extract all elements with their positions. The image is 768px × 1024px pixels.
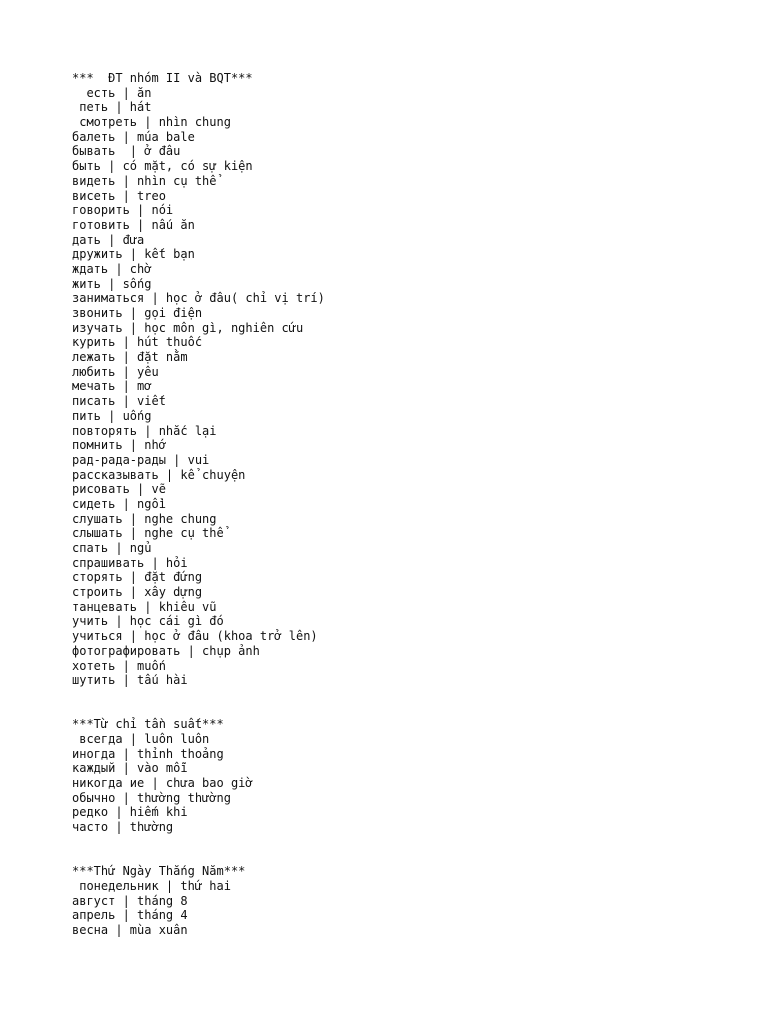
vocab-line: апрель | tháng 4 bbox=[72, 908, 188, 923]
vocab-line: ждать | chờ bbox=[72, 261, 152, 276]
vocab-line: дружить | kết bạn bbox=[72, 247, 195, 262]
vocab-line: мечать | mơ bbox=[72, 379, 152, 394]
vocab-line: помнить | nhớ bbox=[72, 438, 166, 453]
vocab-line: балеть | múa bale bbox=[72, 129, 195, 144]
vocab-line: часто | thường bbox=[72, 820, 174, 835]
vocab-line: рисовать | vẽ bbox=[72, 482, 166, 497]
vocab-line: говорить | nói bbox=[72, 203, 174, 218]
document-page bbox=[72, 71, 752, 938]
vocab-line: быть | có mặt, có sự kiện bbox=[72, 159, 253, 174]
vocab-line: висеть | treo bbox=[72, 188, 166, 203]
vocab-line: рад-рада-рады | vui bbox=[72, 452, 210, 467]
vocab-line: строить | xây dựng bbox=[72, 585, 203, 600]
vocab-line: пить | uống bbox=[72, 408, 152, 423]
section-heading: ***Thứ Ngày Thắng Năm*** bbox=[72, 864, 246, 879]
vocab-line: каждый | vào mỗi bbox=[72, 761, 188, 776]
vocab-line: бывать | ở đâu bbox=[72, 144, 181, 159]
vocab-line: учить | học cái gì đó bbox=[72, 614, 224, 629]
vocab-line: спрашивать | hỏi bbox=[72, 555, 188, 570]
vocab-line: есть | ăn bbox=[72, 85, 152, 100]
vocab-line: танцевать | khiêu vũ bbox=[72, 599, 217, 614]
vocab-line: изучать | học môn gì, nghiên cứu bbox=[72, 320, 304, 335]
vocab-line: курить | hút thuốc bbox=[72, 335, 203, 350]
vocab-line: любить | yêu bbox=[72, 364, 159, 379]
vocab-line: весна | mùa xuân bbox=[72, 922, 188, 937]
section-heading: *** ĐT nhóm II và BQT*** bbox=[72, 71, 253, 85]
vocab-line: готовить | nấu ăn bbox=[72, 217, 195, 232]
vocab-line: петь | hát bbox=[72, 100, 152, 115]
vocab-line: иногда | thỉnh thoảng bbox=[72, 746, 224, 761]
vocab-line: лежать | đặt nằm bbox=[72, 350, 188, 365]
vocab-line: писать | viết bbox=[72, 394, 166, 409]
vocab-line: видеть | nhìn cụ thể bbox=[72, 173, 217, 188]
vocab-line: слушать | nghe chung bbox=[72, 511, 217, 526]
vocab-line: фотографировать | chụp ảnh bbox=[72, 643, 260, 658]
vocab-line: всегда | luôn luôn bbox=[72, 731, 210, 746]
vocab-line: хотеть | muốn bbox=[72, 658, 166, 673]
vocab-line: август | tháng 8 bbox=[72, 893, 188, 908]
vocab-line: слышать | nghe cụ thể bbox=[72, 526, 224, 541]
section-gap bbox=[72, 835, 752, 864]
vocab-line: спать | ngủ bbox=[72, 541, 152, 555]
vocab-line: учиться | học ở đâu (khoa trở lên) bbox=[72, 629, 318, 644]
vocab-line: редко | hiếm khi bbox=[72, 805, 188, 820]
vocab-line: дать | đưa bbox=[72, 232, 145, 247]
vocab-line: никогда ие | chưa bao giờ bbox=[72, 776, 253, 791]
vocab-line: жить | sống bbox=[72, 276, 152, 291]
vocab-line: понедельник | thứ hai bbox=[72, 878, 231, 893]
vocab-line: заниматься | học ở đâu( chỉ vị trí) bbox=[72, 291, 325, 306]
vocab-line: сторять | đặt đứng bbox=[72, 570, 203, 585]
vocab-line: сидеть | ngồi bbox=[72, 496, 166, 511]
vocab-line: смотреть | nhìn chung bbox=[72, 115, 231, 130]
vocab-line: шутить | tấu hài bbox=[72, 673, 188, 688]
section-gap bbox=[72, 688, 752, 717]
vocab-line: звонить | gọi điện bbox=[72, 306, 203, 320]
vocab-line: повторять | nhắc lại bbox=[72, 423, 217, 438]
vocab-line: обычно | thường thường bbox=[72, 790, 231, 805]
vocab-line: рассказывать | kể chuyện bbox=[72, 467, 246, 482]
section-heading: ***Từ chỉ tần suất*** bbox=[72, 717, 224, 732]
